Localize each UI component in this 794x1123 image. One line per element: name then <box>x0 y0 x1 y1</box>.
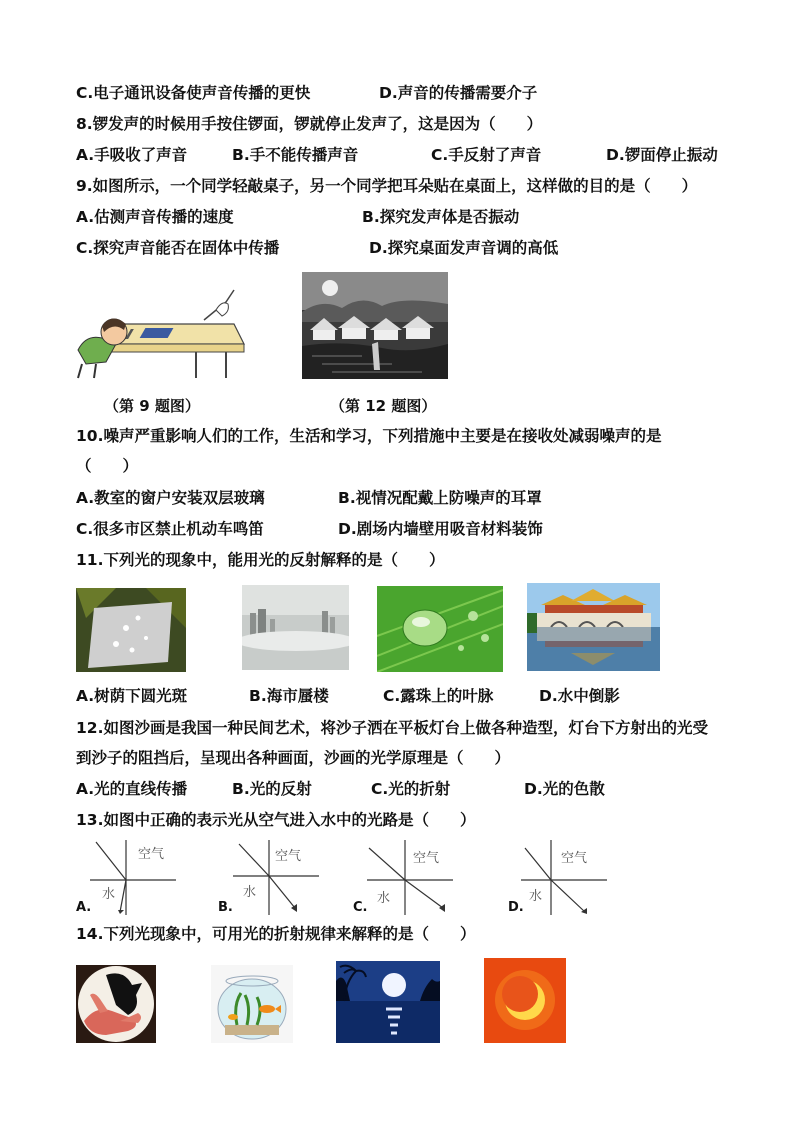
q13-diagram-c <box>367 840 453 915</box>
q9-option-b: B.探究发声体是否振动 <box>362 208 520 226</box>
q13-letter-b: B. <box>218 900 233 915</box>
q11-option-a: A.树荫下圆光斑 <box>76 687 188 705</box>
q13-b-air-label: 空气 <box>275 849 302 864</box>
q14-image-d-solar-eclipse <box>484 958 566 1043</box>
q11-stem: 11.下列光的现象中，能用光的反射解释的是（ ） <box>76 551 445 569</box>
q10-option-a: A.教室的窗户安装双层玻璃 <box>76 489 265 507</box>
q12-stem-line2: 到沙子的阻挡后，呈现出各种画面，沙画的光学原理是（ ） <box>76 749 511 767</box>
fig12-sand-painting-image <box>302 272 448 379</box>
q12-stem-line1: 12.如图沙画是我国一种民间艺术，将沙子洒在平板灯台上做各种造型，灯台下方射出的光受 <box>76 719 708 737</box>
fig12-caption: （第 12 题图） <box>330 397 437 415</box>
q8-option-d: D.锣面停止振动 <box>606 146 718 164</box>
q11-option-b: B.海市蜃楼 <box>249 687 329 705</box>
q7-option-c: C.电子通讯设备使声音传播的更快 <box>76 84 311 102</box>
q12-option-b: B.光的反射 <box>232 780 312 798</box>
q10-stem: 10.噪声严重影响人们的工作，生活和学习，下列措施中主要是在接收处减弱噪声的是 <box>76 427 662 445</box>
q13-d-air-label: 空气 <box>561 851 588 866</box>
q11-option-c: C.露珠上的叶脉 <box>383 687 494 705</box>
q13-a-water-label: 水 <box>102 887 116 902</box>
q14-image-c-moon-reflection <box>336 961 440 1043</box>
q13-letter-a: A. <box>76 900 92 915</box>
q13-a-air-label: 空气 <box>138 847 165 862</box>
q11-image-c-dew-drop <box>377 586 503 672</box>
q12-option-c: C.光的折射 <box>371 780 451 798</box>
q13-b-water-label: 水 <box>243 885 257 900</box>
q13-c-water-label: 水 <box>377 891 391 906</box>
q8-option-c: C.手反射了声音 <box>431 146 542 164</box>
q10-option-c: C.很多市区禁止机动车鸣笛 <box>76 520 264 538</box>
q13-diagram-a <box>90 840 176 915</box>
q12-option-a: A.光的直线传播 <box>76 780 188 798</box>
fig9-caption: （第 9 题图） <box>104 397 200 415</box>
q13-letter-d: D. <box>508 900 524 915</box>
q10-option-d: D.剧场内墙壁用吸音材料装饰 <box>338 520 543 538</box>
q9-option-c: C.探究声音能否在固体中传播 <box>76 239 280 257</box>
q8-option-a: A.手吸收了声音 <box>76 146 188 164</box>
q8-stem: 8.锣发声的时候用手按住锣面，锣就停止发声了，这是因为（ ） <box>76 115 543 133</box>
q8-option-b: B.手不能传播声音 <box>232 146 359 164</box>
q14-stem: 14.下列光现象中，可用光的折射规律来解释的是（ ） <box>76 925 476 943</box>
q13-d-water-label: 水 <box>529 889 543 904</box>
q14-image-a-hand-shadow <box>76 965 156 1043</box>
q11-option-d: D.水中倒影 <box>539 687 620 705</box>
q13-stem: 13.如图中正确的表示光从空气进入水中的光路是（ ） <box>76 811 476 829</box>
q11-image-b-mirage <box>242 585 349 670</box>
q13-diagram-d <box>521 840 607 915</box>
q12-option-d: D.光的色散 <box>524 780 605 798</box>
q13-c-air-label: 空气 <box>413 851 440 866</box>
q14-image-b-fishbowl <box>211 965 293 1043</box>
q9-stem: 9.如图所示，一个同学轻敲桌子，另一个同学把耳朵贴在桌面上，这样做的目的是（ ） <box>76 177 698 195</box>
q10-stem-paren: （ ） <box>76 457 139 475</box>
q7-option-d: D.声音的传播需要介子 <box>379 84 538 102</box>
q13-letter-c: C. <box>353 900 368 915</box>
fig9-student-table-image <box>76 282 246 380</box>
q11-image-a-light-spots <box>76 588 186 672</box>
q9-option-d: D.探究桌面发声音调的高低 <box>369 239 559 257</box>
q13-diagram-b <box>233 840 319 915</box>
q11-image-d-reflection <box>527 583 660 671</box>
q10-option-b: B.视情况配戴上防噪声的耳罩 <box>338 489 542 507</box>
q9-option-a: A.估测声音传播的速度 <box>76 208 234 226</box>
